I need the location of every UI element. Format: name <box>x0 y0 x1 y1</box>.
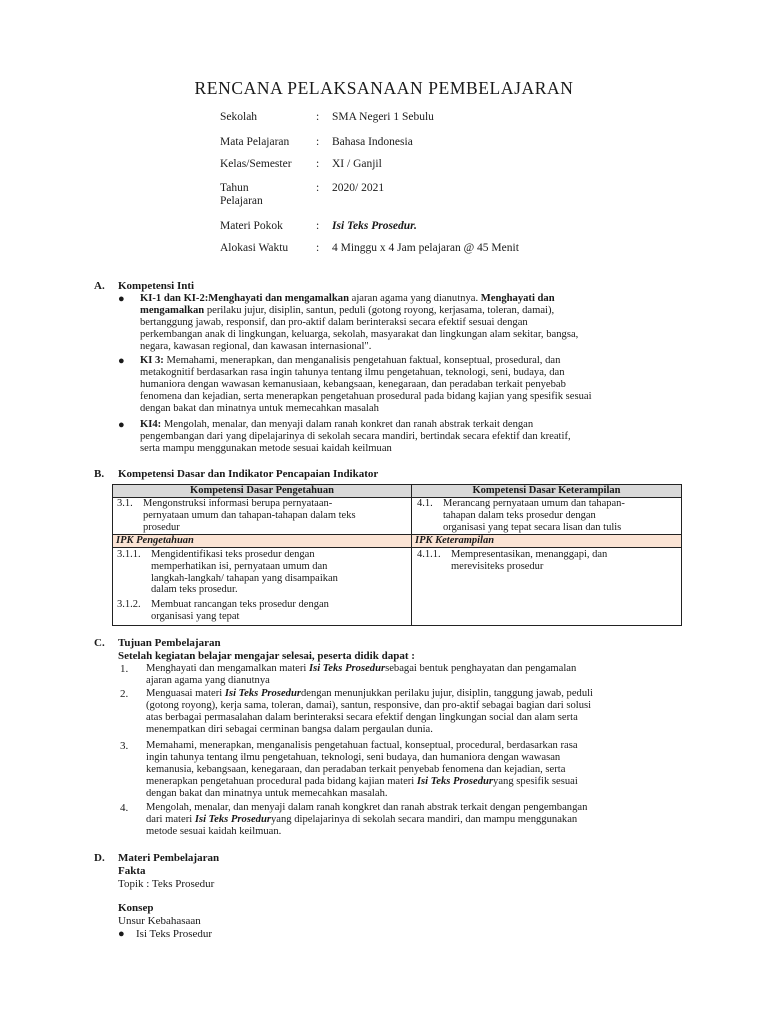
tujuan-text-line: Mengolah, menalar, dan menyaji dalam ranah kongkret dan ranah abstrak terkait dengan pengembangan <box>146 802 588 813</box>
ipk-text-line: dalam teks prosedur. <box>151 584 238 596</box>
section-title: Materi Pembelajaran <box>118 852 220 864</box>
tujuan-number: 2. <box>120 688 129 700</box>
tujuan-text-line: dengan bakat dan minatnya untuk memecahkan masalah. <box>146 788 388 800</box>
ki-item-3 <box>140 355 678 415</box>
section-title: Tujuan Pembelajaran <box>118 637 221 649</box>
ipk-text-line: merevisiteks prosedur <box>451 560 544 572</box>
tujuan-text-line: atas berbagai permasalahan dalam berinteraksi secara efektif dengan lingkungan social dan alam serta <box>146 712 578 724</box>
kd-header-pengetahuan: Kompetensi Dasar Pengetahuan <box>113 485 411 497</box>
ipk-text-line: Mengidentifikasi teks prosedur dengan <box>151 549 315 560</box>
fakta-label: Fakta <box>118 865 146 877</box>
identity-label: Materi Pokok <box>220 220 283 232</box>
ki-bold-text: Menghayati dan <box>480 293 555 304</box>
tujuan-text: sebagai bentuk penghayatan dan pengamalan <box>385 663 577 674</box>
page-title: RENCANA PELAKSANAAN PEMBELAJARAN <box>194 78 574 98</box>
ki-text-line: bertanggung jawab, responsif, dan pro-aktif dalam berinteraksi secara efektif sesuai dengan <box>140 317 528 329</box>
kd-text-line: prosedur <box>143 521 180 533</box>
tujuan-text: yang dipelajarinya di sekolah secara mandiri, dan mampu menggunakan <box>270 814 578 826</box>
tujuan-text: Menguasai materi <box>146 688 225 699</box>
table-divider <box>113 547 681 548</box>
table-column-divider <box>411 485 412 625</box>
tujuan-item-4 <box>146 802 678 838</box>
ki-text: Mengolah, menalar, dan menyaji dalam ranah konkret dan ranah abstrak terkait dengan <box>161 419 534 430</box>
tujuan-text: menerapkan pengetahuan procedural pada bidang kajian materi <box>146 776 417 788</box>
ki-lead: KI4: <box>140 419 162 430</box>
ipk-number: 3.1.1. <box>117 549 141 560</box>
section-c-heading <box>94 637 221 649</box>
ipk-number: 3.1.2. <box>117 599 141 610</box>
bullet-icon: ● <box>118 355 125 367</box>
identity-colon: : <box>316 242 320 254</box>
ki-item-1 <box>140 293 678 353</box>
tujuan-text-line: (gotong royong), kerja sama, toleran, damai), santun, responsive, dan pro-aktif sebagai bagian dari solusi <box>146 700 592 712</box>
ki-text-line: negara, kawasan regional, dan kawasan internasional". <box>140 341 372 353</box>
materi-bullet-item: Isi Teks Prosedur <box>136 928 213 940</box>
ipk-text-line: memperhatikan isi, pernyataan umum dan <box>151 560 328 572</box>
kd-table <box>112 484 682 626</box>
kd-number: 3.1. <box>117 498 133 509</box>
bullet-icon: ● <box>118 293 125 305</box>
topik-text: Topik : Teks Prosedur <box>118 878 215 890</box>
tujuan-emphasis: Isi Teks Prosedur <box>416 776 494 788</box>
tujuan-emphasis: Isi Teks Prosedur <box>308 663 386 674</box>
tujuan-text-line: ingin tahunya tentang ilmu pengetahuan, teknologi, seni budaya, dan humaniora dengan wawasan <box>146 752 561 764</box>
konsep-label: Konsep <box>118 902 154 914</box>
tujuan-number: 3. <box>120 740 129 752</box>
ipk-text-line: langkah-langkah/ tahapan yang disampaikan <box>151 572 338 584</box>
identity-label-line2: Pelajaran <box>220 195 263 207</box>
ipk-pengetahuan-label: IPK Pengetahuan <box>113 535 411 547</box>
tujuan-text: dengan menunjukkan perilaku jujur, disiplin, tanggung jawab, peduli <box>300 688 594 699</box>
identity-label: Sekolah <box>220 111 258 123</box>
identity-label: Mata Pelajaran <box>220 136 290 148</box>
tujuan-text: dari materi <box>146 814 195 826</box>
identity-colon: : <box>316 111 320 123</box>
kd-text-line: Mengonstruksi informasi berupa pernyataan- <box>143 498 333 509</box>
identity-value: 4 Minggu x 4 Jam pelajaran @ 45 Menit <box>332 242 519 254</box>
ipk-number: 4.1.1. <box>417 549 441 560</box>
tujuan-emphasis: Isi Teks Prosedur <box>194 814 271 826</box>
ki-text-line: pengembangan dari yang dipelajarinya di sekolah secara mandiri, bertindak secara efektif dan kreatif, <box>140 431 571 443</box>
tujuan-text-line: metode sesuai kaidah keilmuan. <box>146 826 282 838</box>
kd-text-line: organisasi yang tepat secara lisan dan tulis <box>443 521 622 533</box>
tujuan-number: 1. <box>120 663 129 675</box>
tujuan-item-2 <box>146 688 678 736</box>
ki-text: Memahami, menerapkan, dan menganalisis pengetahuan faktual, konseptual, prosedural, dan <box>163 355 561 366</box>
ki-item-4 <box>140 419 678 455</box>
section-letter: B. <box>94 468 105 480</box>
section-title: Kompetensi Dasar dan Indikator Pencapaian Indikator <box>118 468 379 480</box>
identity-colon: : <box>316 136 320 148</box>
ipk-keterampilan-label: IPK Keterampilan <box>412 535 681 547</box>
identity-colon: : <box>316 158 320 170</box>
ipk-text-line: organisasi yang tepat <box>151 610 240 622</box>
tujuan-text-line: menempatkan diri sebagai cerminan bangsa dalam pergaulan dunia. <box>146 724 433 736</box>
identity-label: Tahun <box>220 182 249 194</box>
tujuan-item-3 <box>146 740 678 800</box>
ipk-text-line: Mempresentasikan, menanggapi, dan <box>451 549 608 560</box>
section-letter: A. <box>94 280 105 292</box>
ki-text-line: serta mampu menggunakan metode sesuai kaidah keilmuan <box>140 443 392 455</box>
identity-value: Bahasa Indonesia <box>332 136 413 148</box>
ki-text-line: perkembangan anak di lingkungan, keluarga, sekolah, masyarakat dan lingkungan alam sekitar, bangsa, <box>140 329 579 341</box>
tujuan-subheading: Setelah kegiatan belajar mengajar selesai, peserta didik dapat : <box>118 650 415 662</box>
section-d-heading <box>94 852 219 864</box>
identity-label: Alokasi Waktu <box>220 242 289 254</box>
identity-colon: : <box>316 182 320 194</box>
tujuan-text: Menghayati dan mengamalkan materi <box>146 663 309 674</box>
ki-lead: KI-1 dan KI-2:Menghayati dan mengamalkan <box>140 293 349 304</box>
identity-value: XI / Ganjil <box>332 158 382 170</box>
tujuan-item-1 <box>146 663 678 687</box>
kd-text-line: Merancang pernyataan umum dan tahapan- <box>443 498 625 509</box>
tujuan-text: yang spesifik sesuai <box>493 776 578 788</box>
bullet-icon: ● <box>118 419 125 431</box>
tujuan-emphasis: Isi Teks Prosedur <box>224 688 301 699</box>
identity-colon: : <box>316 220 320 232</box>
ki-bold-text: mengamalkan <box>140 305 205 317</box>
unsur-text: Unsur Kebahasaan <box>118 915 201 927</box>
tujuan-text-line: kemanusia, kebangsaan, kenegaraan, dan peradaban terkait penyebab fenomena dan kejadian, serta <box>146 764 566 776</box>
ki-text-line: metakognitif berdasarkan rasa ingin tahunya tentang ilmu pengetahuan, teknologi, seni, budaya, dan <box>140 367 565 379</box>
kd-text-line: tahapan dalam teks prosedur dengan <box>443 509 596 521</box>
kd-number: 4.1. <box>417 498 433 509</box>
section-letter: C. <box>94 637 105 649</box>
ki-text-line: dengan bakat dan minatnya untuk memecahkan masalah <box>140 403 379 415</box>
tujuan-text-line: Memahami, menerapkan, menganalisis pengetahuan factual, konseptual, procedural, berdasarkan rasa <box>146 740 578 751</box>
ki-text: ajaran agama yang dianutnya. <box>348 293 481 304</box>
tujuan-number: 4. <box>120 802 129 814</box>
bullet-icon: ● <box>118 928 125 940</box>
ki-text: perilaku jujur, disiplin, santun, peduli (gotong royong, kerjasama, toleran, damai), <box>204 305 555 317</box>
section-title: Kompetensi Inti <box>118 280 195 292</box>
identity-label: Kelas/Semester <box>220 158 292 170</box>
section-letter: D. <box>94 852 105 864</box>
identity-value: 2020/ 2021 <box>332 182 385 194</box>
identity-value: Isi Teks Prosedur. <box>332 220 417 232</box>
ipk-text-line: Membuat rancangan teks prosedur dengan <box>151 599 329 610</box>
tujuan-text-line: ajaran agama yang dianutnya <box>146 675 270 687</box>
section-b-heading <box>94 468 378 480</box>
identity-value: SMA Negeri 1 Sebulu <box>332 111 434 123</box>
section-a-heading <box>94 280 194 292</box>
kd-header-keterampilan: Kompetensi Dasar Keterampilan <box>412 485 681 497</box>
ki-text-line: fenomena dan kejadian, serta menerapkan pengetahuan prosedural pada bidang kajian yang spesifik sesuai <box>140 391 592 403</box>
kd-text-line: pernyataan umum dan tahapan-tahapan dalam teks <box>143 509 356 521</box>
ki-lead: KI 3: <box>140 355 164 366</box>
ki-text-line: humaniora dengan wawasan kemanusiaan, kebangsaan, kenegaraan, dan peradaban terkait penyebab <box>140 379 566 391</box>
